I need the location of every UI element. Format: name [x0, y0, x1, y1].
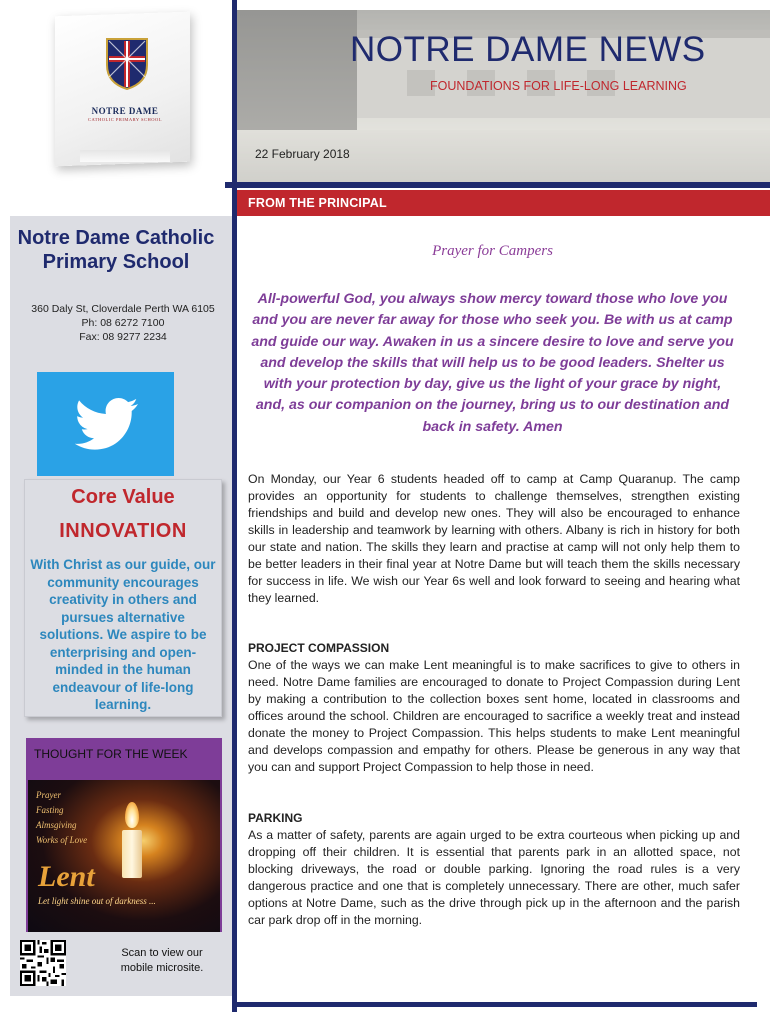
- twitter-link[interactable]: [37, 372, 174, 476]
- candle-icon: [122, 830, 142, 878]
- vertical-divider: [232, 0, 237, 1012]
- parking-paragraph: As a matter of safety, parents are again urged to be extra courteous when picking up and dropping off their children. It is essential that parents park in an allotted space, not blocking driveways, the road or double parking. Ignoring the road rules is a very dangerous practice and one that is completely unnecessary. There are other, much safer options at Notre Dame, such as the drive through pick up in the afternoon and the parish car park drop off in the morning.: [248, 828, 740, 927]
- lent-line: Works of Love: [36, 835, 88, 845]
- parking-heading: PARKING: [248, 811, 303, 825]
- crest-school-sub: CATHOLIC PRIMARY SCHOOL: [87, 117, 163, 122]
- school-contact: [16, 302, 230, 344]
- school-address: 360 Daly St, Cloverdale Perth WA 6105: [31, 303, 215, 315]
- logo-reflection: [80, 150, 170, 162]
- newsletter-title: NOTRE DAME NEWS: [350, 30, 706, 69]
- camp-paragraph: On Monday, our Year 6 students headed off to camp at Camp Quaranup. The camp provides an opportunity for students to challenge themselves, strengthen existing friendships and build and develop new ones. They will also be encouraged to enhance skills in leadership and teamwork by learning with others. Albany is rich in history for both our state and nation. The skills they learn and practise at camp will not only help them to be better leaders in their final year at Notre Dame but will teach them the skills necessary for success in life. We wish our Year 6s well and look forward to seeing and hearing what they learned.: [248, 472, 740, 605]
- lent-lines: [36, 788, 87, 848]
- twitter-bird-icon: [75, 398, 139, 450]
- candle-flame-icon: [125, 802, 139, 828]
- school-fax: Fax: 08 9277 2234: [79, 331, 167, 343]
- core-value-title: Core Value: [71, 486, 175, 508]
- compassion-paragraph: One of the ways we can make Lent meaningful is to make sacrifices to give to others in need. Notre Dame families are encouraged to donate to Project Compassion during Lent by making a contribution to the collection boxes sent home, located in classrooms and offices around the school. Children are encouraged to sacrifice a weekly treat and instead donate the money to Project Compassion. This helps students to make Lent meaningful and develops compassion and empathy for others. Please be generous in any way that you can and support Project Compassion to help those in need.: [248, 658, 740, 774]
- header-divider: [225, 182, 770, 188]
- compassion-heading: PROJECT COMPASSION: [248, 641, 390, 655]
- footer-divider: [237, 1002, 757, 1007]
- core-value-text: With Christ as our guide, our community encourages creativity in others and pursues alternative solutions. We aspire to be enterprising and open-minded in the human endeavour of life-long learning.: [30, 557, 216, 712]
- lent-line: Prayer: [36, 790, 61, 800]
- school-crest-icon: [103, 35, 151, 91]
- logo-area: [0, 0, 234, 190]
- prayer-text: All-powerful God, you always show mercy toward those who love you and you are never far away for those who seek you. Be with us at camp and guide our way. Awaken in us a sincere desire to love and serve you and develop the skills that will help us to be good leaders. Shelter us with your protection by day, give us the light of your grace by night, and, as our companion on the journey, bring us to our destination and back in safety. Amen: [251, 291, 734, 435]
- section-title: FROM THE PRINCIPAL: [248, 196, 387, 210]
- school-phone: Ph: 08 6272 7100: [81, 317, 165, 329]
- newsletter-subtitle: FOUNDATIONS FOR LIFE-LONG LEARNING: [430, 79, 687, 93]
- lent-line: Almsgiving: [36, 820, 77, 830]
- lent-tagline: Let light shine out of darkness ...: [38, 896, 156, 906]
- lent-image: [28, 780, 220, 932]
- lent-line: Fasting: [36, 805, 64, 815]
- prayer-title: Prayer for Campers: [432, 243, 553, 259]
- issue-date: 22 February 2018: [255, 147, 350, 161]
- qr-code-icon[interactable]: [20, 940, 66, 986]
- crest-school-name: NOTRE DAME: [91, 106, 159, 116]
- thought-title: THOUGHT FOR THE WEEK: [34, 747, 188, 761]
- school-name: Notre Dame Catholic Primary School: [17, 227, 215, 273]
- lent-word: Lent: [38, 860, 95, 893]
- qr-caption: Scan to view our mobile microsite.: [120, 947, 204, 974]
- core-value-name: INNOVATION: [59, 520, 187, 542]
